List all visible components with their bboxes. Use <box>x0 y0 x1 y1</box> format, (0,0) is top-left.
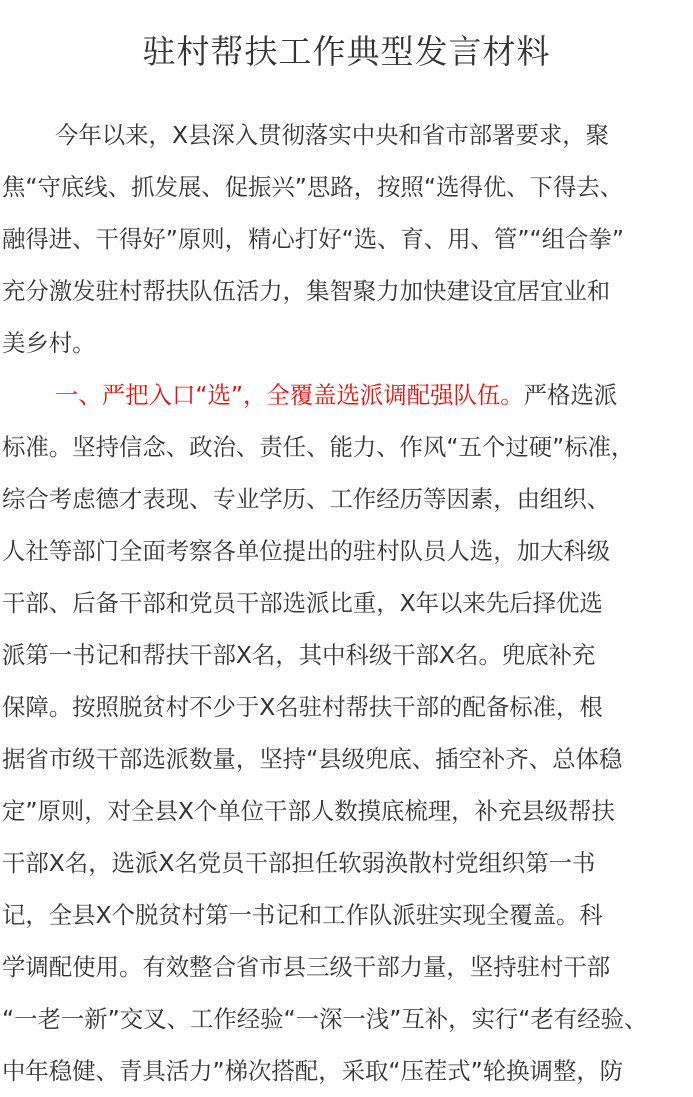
paragraph-line: 人社等部门全面考察各单位提出的驻村队员人选，加大科级 <box>2 537 611 565</box>
paragraph-line: “一老一新”交叉、工作经验“一深一浅”互补，实行“老有经验、 <box>2 1005 648 1033</box>
paragraph-line: 充分激发驻村帮扶队伍活力，集智聚力加快建设宜居宜业和 <box>2 277 611 305</box>
paragraph-line: 记，全县X个脱贫村第一书记和工作队派驻实现全覆盖。科 <box>2 901 603 929</box>
paragraph-line: 综合考虑德才表现、专业学历、工作经历等因素，由组织、 <box>2 485 611 513</box>
section-heading: 一、严把入口“选”，全覆盖选派调配强队伍。 <box>55 381 524 409</box>
paragraph-line: 今年以来，X县深入贯彻落实中央和省市部署要求，聚 <box>55 121 610 149</box>
paragraph-line: 焦“守底线、抓发展、促振兴”思路，按照“选得优、下得去、 <box>2 173 624 201</box>
paragraph-line: 干部、后备干部和党员干部选派比重，X年以来先后择优选 <box>2 589 603 617</box>
paragraph-line: 学调配使用。有效整合省市县三级干部力量，坚持驻村干部 <box>2 953 611 981</box>
paragraph-line: 派第一书记和帮扶干部X名，其中科级干部X名。兜底补充 <box>2 641 596 669</box>
paragraph-line: 据省市级干部选派数量，坚持“县级兜底、插空补齐、总体稳 <box>2 745 623 773</box>
article-body <box>2 109 693 1097</box>
paragraph-line: 美乡村。 <box>2 329 96 357</box>
paragraph-line: 定”原则，对全县X个单位干部人数摸底梳理，补充县级帮扶 <box>2 797 615 825</box>
paragraph-line: 标准。坚持信念、政治、责任、能力、作风“五个过硬”标准， <box>2 433 635 461</box>
paragraph-line: 干部X名，选派X名党员干部担任软弱涣散村党组织第一书 <box>2 849 596 877</box>
paragraph-line: 融得进、干得好”原则，精心打好“选、育、用、管”“组合拳” <box>2 225 624 253</box>
paragraph-text: 严格选派 <box>523 381 618 409</box>
paragraph-line: 中年稳健、青具活力”梯次搭配，采取“压茬式”轮换调整，防 <box>2 1057 624 1085</box>
paragraph-line: 保障。按照脱贫村不少于X名驻村帮扶干部的配备标准，根 <box>2 693 603 721</box>
document-title: 驻村帮扶工作典型发言材料 <box>142 32 551 71</box>
section-heading-line <box>2 369 693 421</box>
